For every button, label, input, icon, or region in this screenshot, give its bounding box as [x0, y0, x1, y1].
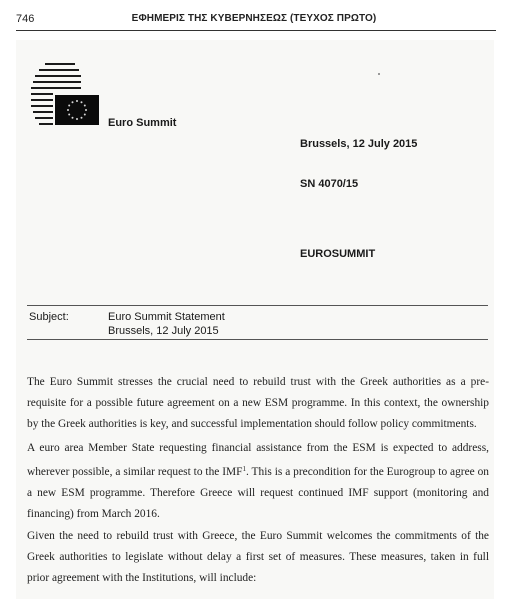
distribution-code: EUROSUMMIT — [300, 248, 376, 260]
gazette-title: ΕΦΗΜΕΡΙΣ ΤΗΣ ΚΥΒΕΡΝΗΣΕΩΣ (ΤΕΥΧΟΣ ΠΡΩΤΟ) — [131, 13, 377, 24]
subject-date: Brussels, 12 July 2015 — [108, 325, 219, 337]
place-date: Brussels, 12 July 2015 — [300, 138, 418, 150]
paragraph-trust: The Euro Summit stresses the crucial need to rebuild trust with the Greek authorities as a pre-requisite for a possible future agreement on a new ESM programme. In this context, the ownership by the Greek authorities is key, and successful implementation should follow policy commitments. — [27, 376, 489, 430]
organization-name: Euro Summit — [108, 117, 177, 129]
subject-title: Euro Summit Statement — [108, 311, 225, 323]
paragraph-imf-start: A euro area Member State requesting financial assistance from the ESM is expected to address, wherever possible, a similar request to the IMF — [27, 442, 489, 478]
subject-label: Subject: — [29, 311, 69, 323]
paragraph-measures: Given the need to rebuild trust with Greece, the Euro Summit welcomes the commitments of the Greek authorities to legislate without delay a first set of measures. These measures, taken in full prior agreement with the Institutions, will include: — [27, 530, 489, 584]
gazette-header — [0, 0, 508, 30]
footnote-marker: 1 — [242, 465, 247, 473]
document-reference: SN 4070/15 — [300, 178, 359, 190]
eu-flag-icon — [55, 95, 99, 125]
scan-speck — [378, 73, 380, 75]
paragraph-imf — [27, 438, 489, 525]
page-number: 746 — [16, 13, 35, 25]
paragraph-imf-end: . This is a precondition for the Eurogroup to agree on a new ESM programme. Therefore Greece will request continued IMF support (monitoring and financing) from March 2016. — [27, 466, 489, 520]
euro-summit-logo — [31, 63, 103, 127]
subject-bottom-rule — [27, 339, 488, 340]
subject-top-rule — [27, 305, 488, 306]
header-rule — [16, 30, 496, 31]
